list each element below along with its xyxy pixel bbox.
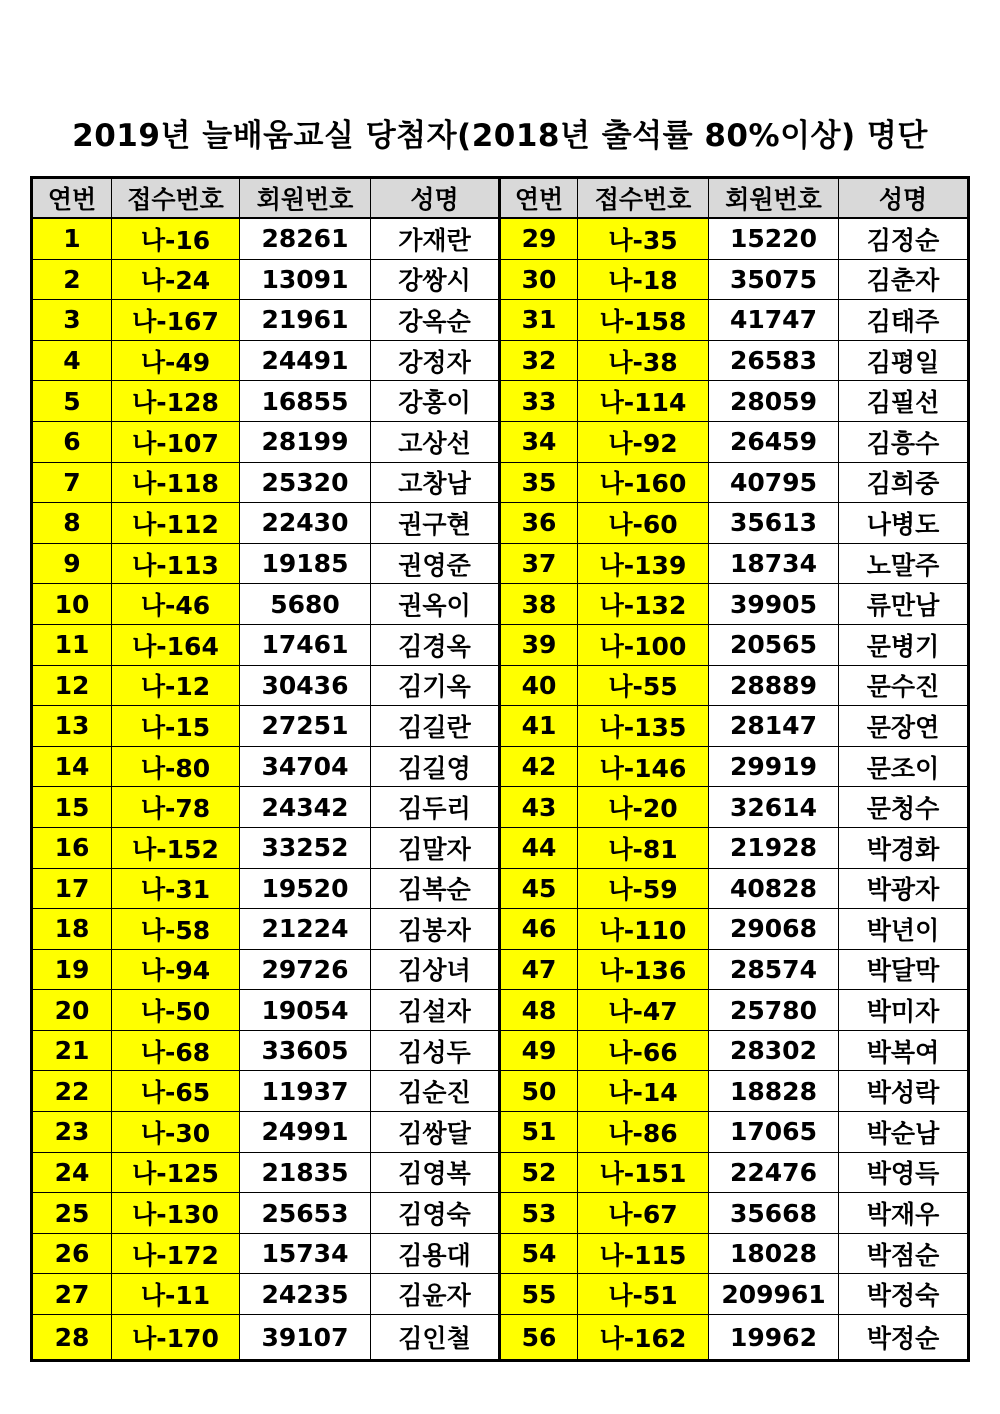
receipt-number-cell: 나-66 (578, 1030, 709, 1071)
name-cell: 강정자 (371, 340, 500, 381)
member-number-cell: 28574 (709, 949, 839, 990)
member-number-cell: 20565 (709, 624, 839, 665)
receipt-number-cell: 나-68 (112, 1030, 240, 1071)
receipt-number-cell: 나-94 (112, 949, 240, 990)
name-cell: 박영득 (839, 1152, 969, 1193)
serial-number-cell: 18 (32, 909, 112, 950)
name-cell: 김경옥 (371, 624, 500, 665)
serial-number-cell: 9 (32, 543, 112, 584)
member-number-cell: 28261 (240, 218, 371, 259)
receipt-number-cell: 나-38 (578, 340, 709, 381)
serial-number-cell: 47 (500, 949, 578, 990)
receipt-number-cell: 나-50 (112, 990, 240, 1031)
name-cell: 김성두 (371, 1030, 500, 1071)
name-cell: 박점순 (839, 1233, 969, 1274)
member-number-cell: 40795 (709, 462, 839, 503)
member-number-cell: 25320 (240, 462, 371, 503)
receipt-number-cell: 나-130 (112, 1193, 240, 1234)
name-cell: 김상녀 (371, 949, 500, 990)
serial-number-cell: 49 (500, 1030, 578, 1071)
serial-number-cell: 5 (32, 381, 112, 422)
receipt-number-cell: 나-151 (578, 1152, 709, 1193)
table-body (32, 218, 969, 1361)
member-number-cell: 29726 (240, 949, 371, 990)
receipt-number-cell: 나-164 (112, 624, 240, 665)
name-cell: 문장연 (839, 706, 969, 747)
name-cell: 강홍이 (371, 381, 500, 422)
receipt-number-cell: 나-51 (578, 1274, 709, 1315)
name-cell: 김봉자 (371, 909, 500, 950)
receipt-number-cell: 나-12 (112, 665, 240, 706)
member-number-cell: 21928 (709, 827, 839, 868)
member-number-cell: 30436 (240, 665, 371, 706)
column-header: 회원번호 (240, 178, 371, 219)
name-cell: 김순진 (371, 1071, 500, 1112)
member-number-cell: 18828 (709, 1071, 839, 1112)
receipt-number-cell: 나-60 (578, 503, 709, 544)
serial-number-cell: 38 (500, 584, 578, 625)
name-cell: 박달막 (839, 949, 969, 990)
member-number-cell: 34704 (240, 746, 371, 787)
table-row (32, 543, 969, 584)
serial-number-cell: 45 (500, 868, 578, 909)
member-number-cell: 21224 (240, 909, 371, 950)
serial-number-cell: 11 (32, 624, 112, 665)
serial-number-cell: 26 (32, 1233, 112, 1274)
receipt-number-cell: 나-80 (112, 746, 240, 787)
serial-number-cell: 10 (32, 584, 112, 625)
serial-number-cell: 35 (500, 462, 578, 503)
receipt-number-cell: 나-110 (578, 909, 709, 950)
table-row (32, 1274, 969, 1315)
receipt-number-cell: 나-114 (578, 381, 709, 422)
serial-number-cell: 27 (32, 1274, 112, 1315)
table-row (32, 787, 969, 828)
name-cell: 박재우 (839, 1193, 969, 1234)
name-cell: 고상선 (371, 421, 500, 462)
table-row (32, 1193, 969, 1234)
serial-number-cell: 51 (500, 1112, 578, 1153)
serial-number-cell: 28 (32, 1315, 112, 1361)
table-row (32, 665, 969, 706)
name-cell: 박광자 (839, 868, 969, 909)
serial-number-cell: 15 (32, 787, 112, 828)
member-number-cell: 28199 (240, 421, 371, 462)
table-row (32, 1152, 969, 1193)
serial-number-cell: 2 (32, 259, 112, 300)
name-cell: 가재란 (371, 218, 500, 259)
serial-number-cell: 46 (500, 909, 578, 950)
name-cell: 박복여 (839, 1030, 969, 1071)
name-cell: 김길란 (371, 706, 500, 747)
member-number-cell: 24342 (240, 787, 371, 828)
name-cell: 문병기 (839, 624, 969, 665)
table-row (32, 909, 969, 950)
name-cell: 김태주 (839, 300, 969, 341)
member-number-cell: 24235 (240, 1274, 371, 1315)
name-cell: 김윤자 (371, 1274, 500, 1315)
member-number-cell: 35613 (709, 503, 839, 544)
receipt-number-cell: 나-132 (578, 584, 709, 625)
name-cell: 고창남 (371, 462, 500, 503)
name-cell: 김영복 (371, 1152, 500, 1193)
receipt-number-cell: 나-146 (578, 746, 709, 787)
name-cell: 권영준 (371, 543, 500, 584)
receipt-number-cell: 나-59 (578, 868, 709, 909)
name-cell: 권구현 (371, 503, 500, 544)
serial-number-cell: 53 (500, 1193, 578, 1234)
serial-number-cell: 40 (500, 665, 578, 706)
name-cell: 문조이 (839, 746, 969, 787)
receipt-number-cell: 나-65 (112, 1071, 240, 1112)
receipt-number-cell: 나-24 (112, 259, 240, 300)
serial-number-cell: 44 (500, 827, 578, 868)
name-cell: 김흥수 (839, 421, 969, 462)
serial-number-cell: 13 (32, 706, 112, 747)
table-row (32, 381, 969, 422)
name-cell: 나병도 (839, 503, 969, 544)
serial-number-cell: 8 (32, 503, 112, 544)
name-cell: 박정숙 (839, 1274, 969, 1315)
member-number-cell: 40828 (709, 868, 839, 909)
name-cell: 문수진 (839, 665, 969, 706)
serial-number-cell: 54 (500, 1233, 578, 1274)
name-cell: 김희중 (839, 462, 969, 503)
member-number-cell: 22430 (240, 503, 371, 544)
receipt-number-cell: 나-113 (112, 543, 240, 584)
member-number-cell: 28147 (709, 706, 839, 747)
name-cell: 김길영 (371, 746, 500, 787)
name-cell: 강쌍시 (371, 259, 500, 300)
receipt-number-cell: 나-18 (578, 259, 709, 300)
member-number-cell: 39905 (709, 584, 839, 625)
serial-number-cell: 6 (32, 421, 112, 462)
name-cell: 김복순 (371, 868, 500, 909)
member-number-cell: 5680 (240, 584, 371, 625)
table-row (32, 1112, 969, 1153)
name-cell: 류만남 (839, 584, 969, 625)
member-number-cell: 19185 (240, 543, 371, 584)
member-number-cell: 15734 (240, 1233, 371, 1274)
name-cell: 김필선 (839, 381, 969, 422)
serial-number-cell: 37 (500, 543, 578, 584)
name-cell: 김말자 (371, 827, 500, 868)
serial-number-cell: 1 (32, 218, 112, 259)
member-number-cell: 28059 (709, 381, 839, 422)
serial-number-cell: 42 (500, 746, 578, 787)
name-cell: 박성락 (839, 1071, 969, 1112)
serial-number-cell: 16 (32, 827, 112, 868)
member-number-cell: 24491 (240, 340, 371, 381)
serial-number-cell: 56 (500, 1315, 578, 1361)
receipt-number-cell: 나-128 (112, 381, 240, 422)
member-number-cell: 15220 (709, 218, 839, 259)
member-number-cell: 35668 (709, 1193, 839, 1234)
receipt-number-cell: 나-30 (112, 1112, 240, 1153)
serial-number-cell: 20 (32, 990, 112, 1031)
member-number-cell: 21961 (240, 300, 371, 341)
serial-number-cell: 52 (500, 1152, 578, 1193)
receipt-number-cell: 나-49 (112, 340, 240, 381)
serial-number-cell: 39 (500, 624, 578, 665)
receipt-number-cell: 나-118 (112, 462, 240, 503)
serial-number-cell: 32 (500, 340, 578, 381)
serial-number-cell: 17 (32, 868, 112, 909)
member-number-cell: 35075 (709, 259, 839, 300)
member-number-cell: 19520 (240, 868, 371, 909)
member-number-cell: 16855 (240, 381, 371, 422)
receipt-number-cell: 나-135 (578, 706, 709, 747)
serial-number-cell: 23 (32, 1112, 112, 1153)
receipt-number-cell: 나-170 (112, 1315, 240, 1361)
serial-number-cell: 31 (500, 300, 578, 341)
name-cell: 김인철 (371, 1315, 500, 1361)
member-number-cell: 33605 (240, 1030, 371, 1071)
table-row (32, 584, 969, 625)
name-cell: 김정순 (839, 218, 969, 259)
table-row (32, 706, 969, 747)
member-number-cell: 25653 (240, 1193, 371, 1234)
name-cell: 박순남 (839, 1112, 969, 1153)
table-row (32, 421, 969, 462)
name-cell: 김기옥 (371, 665, 500, 706)
table-row (32, 259, 969, 300)
serial-number-cell: 48 (500, 990, 578, 1031)
member-number-cell: 18028 (709, 1233, 839, 1274)
receipt-number-cell: 나-172 (112, 1233, 240, 1274)
table-row (32, 1071, 969, 1112)
member-number-cell: 13091 (240, 259, 371, 300)
receipt-number-cell: 나-167 (112, 300, 240, 341)
member-number-cell: 209961 (709, 1274, 839, 1315)
member-number-cell: 28889 (709, 665, 839, 706)
serial-number-cell: 55 (500, 1274, 578, 1315)
table-row (32, 1030, 969, 1071)
name-cell: 박경화 (839, 827, 969, 868)
serial-number-cell: 30 (500, 259, 578, 300)
receipt-number-cell: 나-35 (578, 218, 709, 259)
receipt-number-cell: 나-92 (578, 421, 709, 462)
serial-number-cell: 34 (500, 421, 578, 462)
member-number-cell: 17065 (709, 1112, 839, 1153)
name-cell: 김춘자 (839, 259, 969, 300)
header-row (32, 178, 969, 219)
receipt-number-cell: 나-46 (112, 584, 240, 625)
column-header: 접수번호 (578, 178, 709, 219)
name-cell: 박미자 (839, 990, 969, 1031)
receipt-number-cell: 나-112 (112, 503, 240, 544)
table-row (32, 990, 969, 1031)
receipt-number-cell: 나-14 (578, 1071, 709, 1112)
receipt-number-cell: 나-81 (578, 827, 709, 868)
member-number-cell: 32614 (709, 787, 839, 828)
serial-number-cell: 41 (500, 706, 578, 747)
serial-number-cell: 4 (32, 340, 112, 381)
serial-number-cell: 21 (32, 1030, 112, 1071)
table-row (32, 1233, 969, 1274)
receipt-number-cell: 나-115 (578, 1233, 709, 1274)
receipt-number-cell: 나-107 (112, 421, 240, 462)
serial-number-cell: 19 (32, 949, 112, 990)
column-header: 연번 (32, 178, 112, 219)
page-title: 2019년 늘배움교실 당첨자(2018년 출석률 80%이상) 명단 (72, 118, 928, 154)
serial-number-cell: 7 (32, 462, 112, 503)
column-header: 연번 (500, 178, 578, 219)
column-header: 성명 (839, 178, 969, 219)
member-number-cell: 19962 (709, 1315, 839, 1361)
receipt-number-cell: 나-55 (578, 665, 709, 706)
serial-number-cell: 43 (500, 787, 578, 828)
name-cell: 문청수 (839, 787, 969, 828)
member-number-cell: 18734 (709, 543, 839, 584)
table-row (32, 746, 969, 787)
member-number-cell: 29068 (709, 909, 839, 950)
name-cell: 강옥순 (371, 300, 500, 341)
table-row (32, 1315, 969, 1361)
name-cell: 박정순 (839, 1315, 969, 1361)
member-number-cell: 11937 (240, 1071, 371, 1112)
receipt-number-cell: 나-86 (578, 1112, 709, 1153)
receipt-number-cell: 나-158 (578, 300, 709, 341)
receipt-number-cell: 나-15 (112, 706, 240, 747)
receipt-number-cell: 나-100 (578, 624, 709, 665)
table-row (32, 827, 969, 868)
serial-number-cell: 14 (32, 746, 112, 787)
member-number-cell: 21835 (240, 1152, 371, 1193)
member-number-cell: 25780 (709, 990, 839, 1031)
receipt-number-cell: 나-16 (112, 218, 240, 259)
serial-number-cell: 36 (500, 503, 578, 544)
name-cell: 김두리 (371, 787, 500, 828)
column-header: 성명 (371, 178, 500, 219)
member-number-cell: 26459 (709, 421, 839, 462)
serial-number-cell: 50 (500, 1071, 578, 1112)
serial-number-cell: 29 (500, 218, 578, 259)
receipt-number-cell: 나-78 (112, 787, 240, 828)
member-number-cell: 27251 (240, 706, 371, 747)
receipt-number-cell: 나-58 (112, 909, 240, 950)
table-row (32, 218, 969, 259)
receipt-number-cell: 나-160 (578, 462, 709, 503)
table-row (32, 300, 969, 341)
name-cell: 김용대 (371, 1233, 500, 1274)
name-cell: 노말주 (839, 543, 969, 584)
name-cell: 권옥이 (371, 584, 500, 625)
table-row (32, 462, 969, 503)
member-number-cell: 39107 (240, 1315, 371, 1361)
serial-number-cell: 24 (32, 1152, 112, 1193)
serial-number-cell: 12 (32, 665, 112, 706)
receipt-number-cell: 나-152 (112, 827, 240, 868)
serial-number-cell: 25 (32, 1193, 112, 1234)
receipt-number-cell: 나-162 (578, 1315, 709, 1361)
name-cell: 김평일 (839, 340, 969, 381)
receipt-number-cell: 나-31 (112, 868, 240, 909)
member-number-cell: 28302 (709, 1030, 839, 1071)
member-number-cell: 41747 (709, 300, 839, 341)
name-cell: 박년이 (839, 909, 969, 950)
winners-table (30, 176, 970, 1362)
serial-number-cell: 3 (32, 300, 112, 341)
member-number-cell: 33252 (240, 827, 371, 868)
member-number-cell: 29919 (709, 746, 839, 787)
table-row (32, 503, 969, 544)
column-header: 접수번호 (112, 178, 240, 219)
receipt-number-cell: 나-11 (112, 1274, 240, 1315)
name-cell: 김영숙 (371, 1193, 500, 1234)
receipt-number-cell: 나-20 (578, 787, 709, 828)
member-number-cell: 22476 (709, 1152, 839, 1193)
receipt-number-cell: 나-47 (578, 990, 709, 1031)
column-header: 회원번호 (709, 178, 839, 219)
member-number-cell: 26583 (709, 340, 839, 381)
receipt-number-cell: 나-125 (112, 1152, 240, 1193)
table-row (32, 624, 969, 665)
receipt-number-cell: 나-139 (578, 543, 709, 584)
member-number-cell: 17461 (240, 624, 371, 665)
serial-number-cell: 33 (500, 381, 578, 422)
table-row (32, 868, 969, 909)
serial-number-cell: 22 (32, 1071, 112, 1112)
member-number-cell: 19054 (240, 990, 371, 1031)
name-cell: 김설자 (371, 990, 500, 1031)
member-number-cell: 24991 (240, 1112, 371, 1153)
table-row (32, 949, 969, 990)
receipt-number-cell: 나-136 (578, 949, 709, 990)
table-row (32, 340, 969, 381)
receipt-number-cell: 나-67 (578, 1193, 709, 1234)
name-cell: 김쌍달 (371, 1112, 500, 1153)
